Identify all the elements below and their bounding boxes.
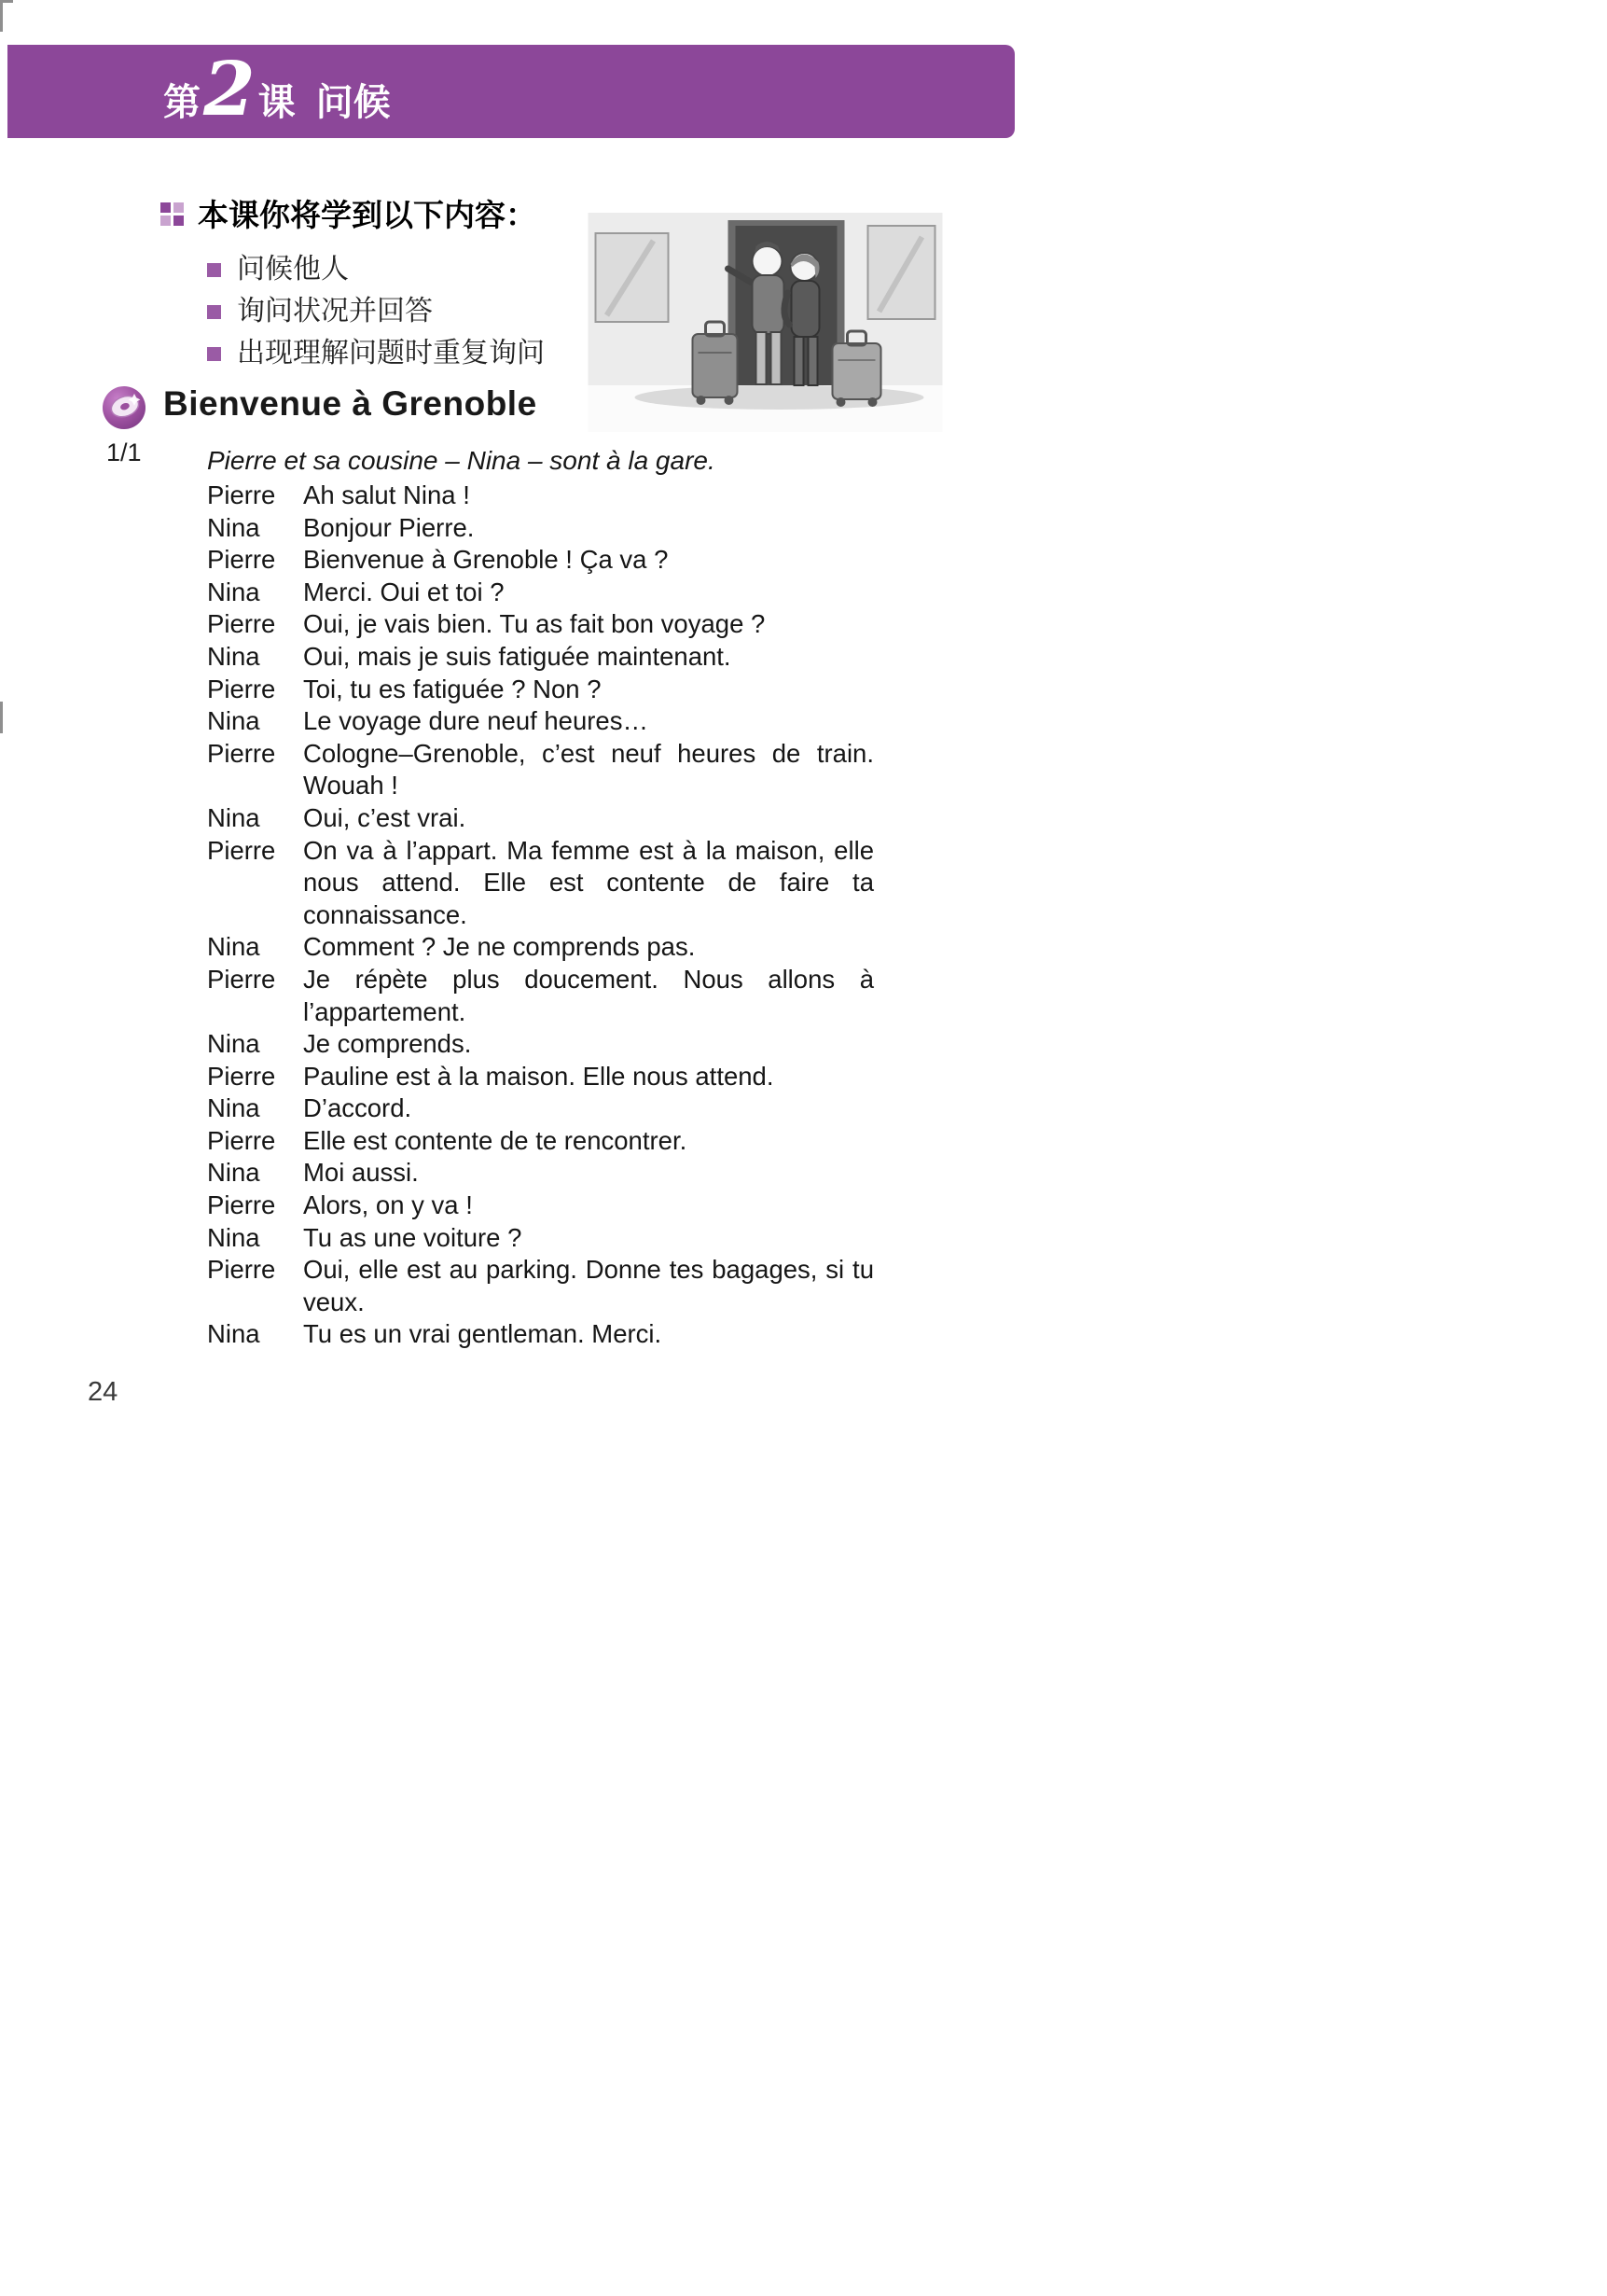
speaker-name: Pierre (207, 835, 276, 865)
speech-line: Elle est contente de te rencontrer. (303, 1125, 687, 1155)
crop-mark (0, 0, 13, 32)
speech-line: Pauline est à la maison. Elle nous attend. (303, 1061, 774, 1091)
dialogue-title: Bienvenue à Grenoble (163, 384, 537, 423)
speaker-name: Nina (207, 1319, 260, 1349)
speech-line: Tu es un vrai gentleman. Merci. (303, 1319, 662, 1349)
speech-line: Bonjour Pierre. (303, 512, 475, 542)
dialogue-list (207, 480, 874, 1351)
speaker-name: Pierre (207, 609, 276, 639)
speech-line: Oui, c’est vrai. (303, 802, 466, 832)
speaker-name: Nina (207, 641, 260, 671)
dialogue-intro: Pierre et sa cousine – Nina – sont à la gare. (207, 446, 715, 475)
speaker-name: Nina (207, 1222, 260, 1252)
station-illustration (586, 213, 945, 432)
objective-item (207, 254, 545, 285)
square-bullet-icon (207, 263, 221, 277)
objective-item (207, 338, 545, 369)
speaker-name: Pierre (207, 964, 276, 994)
speaker-name: Nina (207, 802, 260, 832)
objective-text: 询问状况并回答 (237, 295, 433, 327)
speaker-name: Nina (207, 577, 260, 606)
lesson-heading (163, 45, 391, 132)
speaker-name: Nina (207, 512, 260, 542)
checker-grid-icon (160, 202, 186, 228)
speaker-name: Nina (207, 1093, 260, 1123)
speech-line: Tu as une voiture ? (303, 1222, 522, 1252)
speech-line: Oui, elle est au parking. Donne tes bagages, si tu veux. (303, 1255, 874, 1316)
square-bullet-icon (207, 305, 221, 319)
objective-text: 问候他人 (237, 253, 349, 285)
objective-item (207, 296, 545, 327)
crop-mark (0, 702, 3, 733)
speaker-name: Pierre (207, 545, 276, 575)
objectives-list (207, 254, 545, 369)
speaker-name: Nina (207, 1158, 260, 1188)
speech-line: Moi aussi. (303, 1158, 419, 1188)
speaker-name: Pierre (207, 1190, 276, 1220)
speech-line: Ah salut Nina ! (303, 480, 470, 509)
speech-line: Merci. Oui et toi ? (303, 577, 505, 606)
objectives-heading-row (160, 191, 545, 235)
speech-line: Le voyage dure neuf heures… (303, 706, 648, 736)
speaker-name: Nina (207, 1029, 260, 1059)
audio-cd-icon (101, 384, 147, 431)
audio-track-number: 1/1 (106, 438, 142, 466)
lesson-number: 2 (203, 45, 256, 132)
lesson-suffix: 课 (257, 81, 296, 124)
lesson-header-band (7, 45, 1015, 138)
speaker-name: Pierre (207, 1125, 276, 1155)
speaker-name: Pierre (207, 1255, 276, 1285)
speech-line: Je comprends. (303, 1029, 472, 1059)
speech-line: Je répète plus doucement. Nous allons à l’appartement. (303, 964, 874, 1026)
lesson-title: 问候 (315, 81, 391, 124)
objective-text: 出现理解问题时重复询问 (237, 337, 545, 369)
speaker-name: Pierre (207, 1061, 276, 1091)
speech-line: Comment ? Je ne comprends pas. (303, 932, 696, 962)
speaker-name: Pierre (207, 738, 276, 768)
speaker-name: Nina (207, 932, 260, 962)
speech-line: Oui, mais je suis fatiguée maintenant. (303, 641, 731, 671)
speech-line: Toi, tu es fatiguée ? Non ? (303, 674, 602, 703)
train-station-drawing (586, 213, 945, 432)
square-bullet-icon (207, 347, 221, 361)
lesson-prefix: 第 (163, 81, 201, 124)
speech-line: On va à l’appart. Ma femme est à la maison, elle nous attend. Elle est contente de faire ta connaissance. (303, 835, 874, 929)
speaker-name: Pierre (207, 674, 276, 703)
speech-line: Alors, on y va ! (303, 1190, 473, 1220)
speech-line: Cologne–Grenoble, c’est neuf heures de train. Wouah ! (303, 738, 874, 800)
speech-line: Oui, je vais bien. Tu as fait bon voyage ? (303, 609, 766, 639)
speaker-name: Pierre (207, 480, 276, 509)
speech-line: D’accord. (303, 1093, 412, 1123)
objectives-section (160, 191, 545, 380)
speaker-name: Nina (207, 706, 260, 736)
page-number: 24 (88, 1377, 118, 1407)
objectives-heading: 本课你将学到以下内容： (198, 197, 536, 233)
speech-line: Bienvenue à Grenoble ! Ça va ? (303, 545, 669, 575)
